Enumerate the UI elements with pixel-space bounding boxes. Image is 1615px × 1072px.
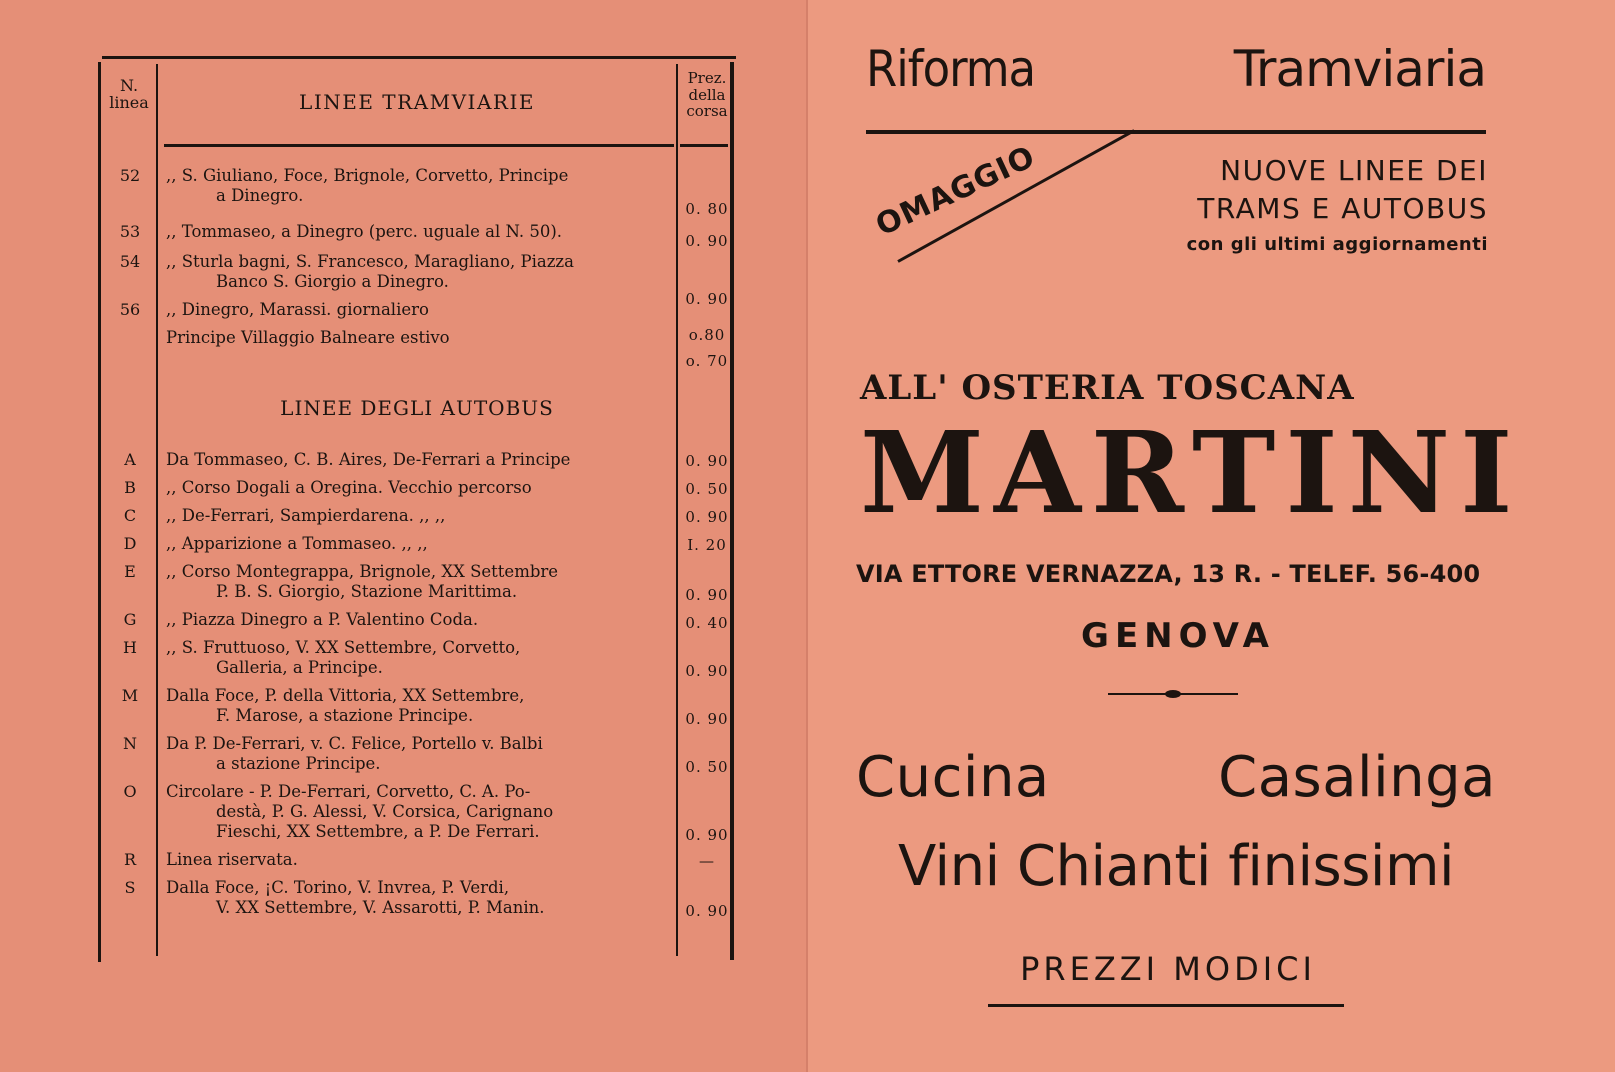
route-description-line: a Dinegro.: [216, 185, 304, 205]
advertisement-panel: [808, 0, 1615, 1072]
omaggio-label: OMAGGIO: [870, 139, 1041, 244]
fare-price: 0. 90: [685, 710, 729, 728]
table-left-border: [98, 62, 101, 962]
header-rule-price: [680, 144, 728, 147]
route-description: [166, 782, 678, 841]
route-description-line: ,, S. Fruttuoso, V. XX Settembre, Corvetto,: [166, 638, 521, 657]
route-description-line: ,, Dinegro, Marassi. giornaliero: [166, 300, 429, 319]
route-description-line: Circolare - P. De-Ferrari, Corvetto, C. A. Po-: [166, 782, 531, 801]
route-description-line: Da Tommaseo, C. B. Aires, De-Ferrari a Principe: [166, 450, 571, 469]
title-rule: [866, 130, 1486, 134]
fare-price: 0. 40: [685, 614, 729, 632]
address-line: VIA ETTORE VERNAZZA, 13 R. - TELEF. 56-400: [856, 560, 1481, 588]
omaggio-stamp: [868, 139, 1128, 300]
news-line-1: NUOVE LINEE DEI: [1220, 154, 1488, 187]
line-number: 56: [119, 300, 141, 319]
route-description-line: F. Marose, a stazione Principe.: [216, 705, 474, 725]
route-description-line: Fieschi, XX Settembre, a P. De Ferrari.: [216, 821, 540, 841]
fare-price: 0. 50: [685, 758, 729, 776]
line-number: 52: [119, 166, 141, 185]
route-description: [166, 222, 678, 242]
route-table: [96, 56, 736, 956]
page-title: [866, 40, 1486, 110]
fare-price: I. 20: [687, 536, 727, 554]
route-description: [166, 850, 678, 870]
news-line-3: con gli ultimi aggiornamenti: [1186, 234, 1488, 256]
route-description: [166, 328, 678, 348]
line-number: D: [123, 534, 137, 553]
fare-price: o. 70: [685, 352, 729, 370]
route-description-line: Dalla Foce, ¡C. Torino, V. Invrea, P. Verdi,: [166, 878, 510, 897]
route-description-line: ,, Tommaseo, a Dinegro (perc. uguale al N. 50).: [166, 222, 563, 241]
casalinga-word: Casalinga: [1218, 745, 1496, 810]
route-description-line: ,, Corso Dogali a Oregina. Vecchio percorso: [166, 478, 532, 497]
route-description-line: ,, Sturla bagni, S. Francesco, Maragliano, Piazza: [166, 252, 574, 271]
news-block: [1148, 152, 1488, 255]
route-description: [166, 610, 678, 630]
route-description-line: Principe Villaggio Balneare estivo: [166, 328, 450, 347]
route-description: [166, 166, 678, 206]
route-description-line: P. B. S. Giorgio, Stazione Marittima.: [216, 581, 518, 601]
route-description-line: ,, De-Ferrari, Sampierdarena. ,, ,,: [166, 506, 446, 525]
route-description-line: ,, Apparizione a Tommaseo. ,, ,,: [166, 534, 428, 553]
bus-lines-title: LINEE DEGLI AUTOBUS: [280, 396, 554, 420]
fare-price: 0. 80: [685, 200, 729, 218]
fare-price: 0. 90: [685, 232, 729, 250]
fare-price: 0. 90: [685, 662, 729, 680]
route-description: [166, 878, 678, 918]
route-description: [166, 734, 678, 774]
fare-price: 0. 90: [685, 508, 729, 526]
line-number: M: [121, 686, 139, 705]
prezzi-modici: PREZZI MODICI: [1020, 950, 1316, 988]
route-description: [166, 534, 678, 554]
martini-name: MARTINI: [860, 408, 1523, 539]
route-description-line: Galleria, a Principe.: [216, 657, 383, 677]
fare-price: 0. 90: [685, 826, 729, 844]
price-header: Prez. della corsa: [686, 69, 728, 120]
line-number: N: [123, 734, 137, 753]
route-description-line: ,, Corso Montegrappa, Brignole, XX Settembre: [166, 562, 559, 581]
route-description: [166, 450, 678, 470]
fare-price: o.80: [688, 326, 726, 344]
line-number: E: [124, 562, 136, 581]
tram-lines-header: LINEE TRAMVIARIE: [299, 90, 535, 114]
route-description-line: Dalla Foce, P. della Vittoria, XX Settembre,: [166, 686, 525, 705]
line-number: B: [124, 478, 136, 497]
news-line-2: TRAMS E AUTOBUS: [1197, 192, 1488, 226]
route-description-line: Da P. De-Ferrari, v. C. Felice, Portello v. Balbi: [166, 734, 543, 753]
fare-price: —: [699, 852, 715, 870]
route-description: [166, 638, 678, 678]
route-description-line: a stazione Principe.: [216, 753, 381, 773]
line-number: O: [123, 782, 137, 801]
fare-price: 0. 90: [685, 902, 729, 920]
route-description-line: ,, Piazza Dinegro a P. Valentino Coda.: [166, 610, 479, 629]
vini-chianti: Vini Chianti finissimi: [897, 834, 1455, 899]
line-number: R: [123, 850, 137, 869]
table-top-border: [102, 56, 736, 59]
line-number: G: [123, 610, 137, 629]
cucina-word: Cucina: [856, 745, 1050, 810]
fare-price: 0. 50: [685, 480, 729, 498]
line-number-header: N. linea: [109, 76, 149, 112]
route-description: [166, 252, 678, 292]
ornament-divider: [1108, 688, 1238, 702]
route-description-line: ,, S. Giuliano, Foce, Brignole, Corvetto, Principe: [166, 166, 569, 185]
line-number: A: [124, 450, 136, 469]
fare-price: 0. 90: [685, 452, 729, 470]
line-number: S: [124, 878, 136, 897]
route-description-line: V. XX Settembre, V. Assarotti, P. Manin.: [216, 897, 545, 917]
line-number: C: [123, 506, 137, 525]
prezzi-underline: [988, 1004, 1344, 1007]
fare-price: 0. 90: [685, 586, 729, 604]
route-description: [166, 562, 678, 602]
line-number: 54: [119, 252, 141, 271]
route-description: [166, 478, 678, 498]
title-word-riforma: Riforma: [866, 40, 1036, 98]
header-rule: [164, 144, 674, 147]
route-description-line: destà, P. G. Alessi, V. Corsica, Carignano: [216, 801, 554, 821]
column-divider-number: [156, 64, 158, 956]
line-number: H: [123, 638, 137, 657]
fare-price: 0. 90: [685, 290, 729, 308]
route-description: [166, 686, 678, 726]
route-description-line: Linea riservata.: [166, 850, 298, 869]
line-number: 53: [119, 222, 141, 241]
route-description: [166, 300, 678, 320]
route-description-line: Banco S. Giorgio a Dinegro.: [216, 271, 449, 291]
city-name: GENOVA: [1081, 616, 1275, 656]
route-description: [166, 506, 678, 526]
title-word-tramviaria: Tramviaria: [1233, 40, 1486, 98]
osteria-heading: ALL' OSTERIA TOSCANA: [860, 368, 1355, 408]
